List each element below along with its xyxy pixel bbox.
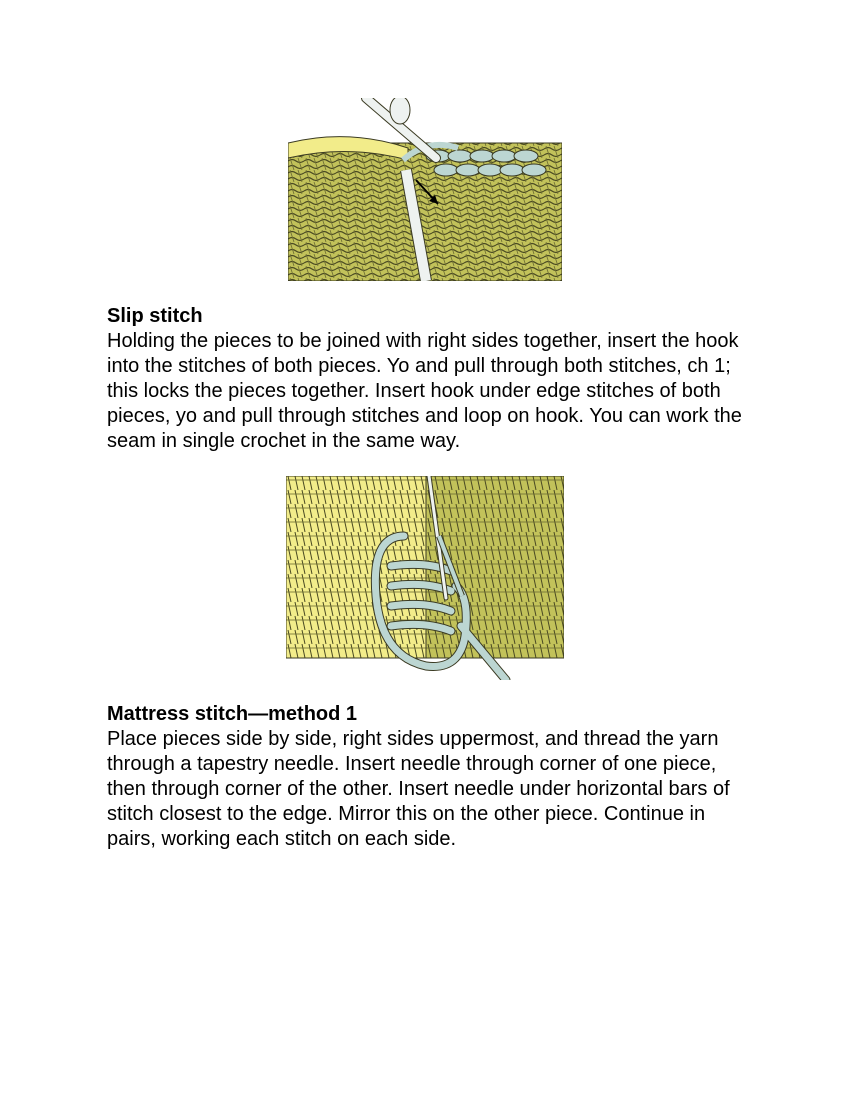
section-heading: Mattress stitch—method 1 — [107, 703, 358, 725]
section-body: Place pieces side by side, right sides uppermost, and thread the yarn through a tapestry needle. Insert needle through corner of one piece, then through corner of the other. Insert needle under horizontal bars of stitch closest to the edge. Mirror this on the other piece. Continue in pairs, working each stitch on each side. — [107, 728, 730, 850]
mattress-stitch-illustration — [286, 476, 564, 680]
slip-stitch-section — [107, 304, 747, 454]
section-body: Holding the pieces to be joined with right sides together, insert the hook into the stitches of both pieces. Yo and pull through both stitches, ch 1; this locks the pieces together. Insert hook under edge stitches of both pieces, yo and pull through stitches and loop on hook. You can work the seam in single crochet in the same way. — [107, 330, 742, 452]
section-heading: Slip stitch — [107, 305, 203, 327]
mattress-stitch-section — [107, 702, 747, 852]
slip-stitch-illustration — [288, 98, 562, 281]
